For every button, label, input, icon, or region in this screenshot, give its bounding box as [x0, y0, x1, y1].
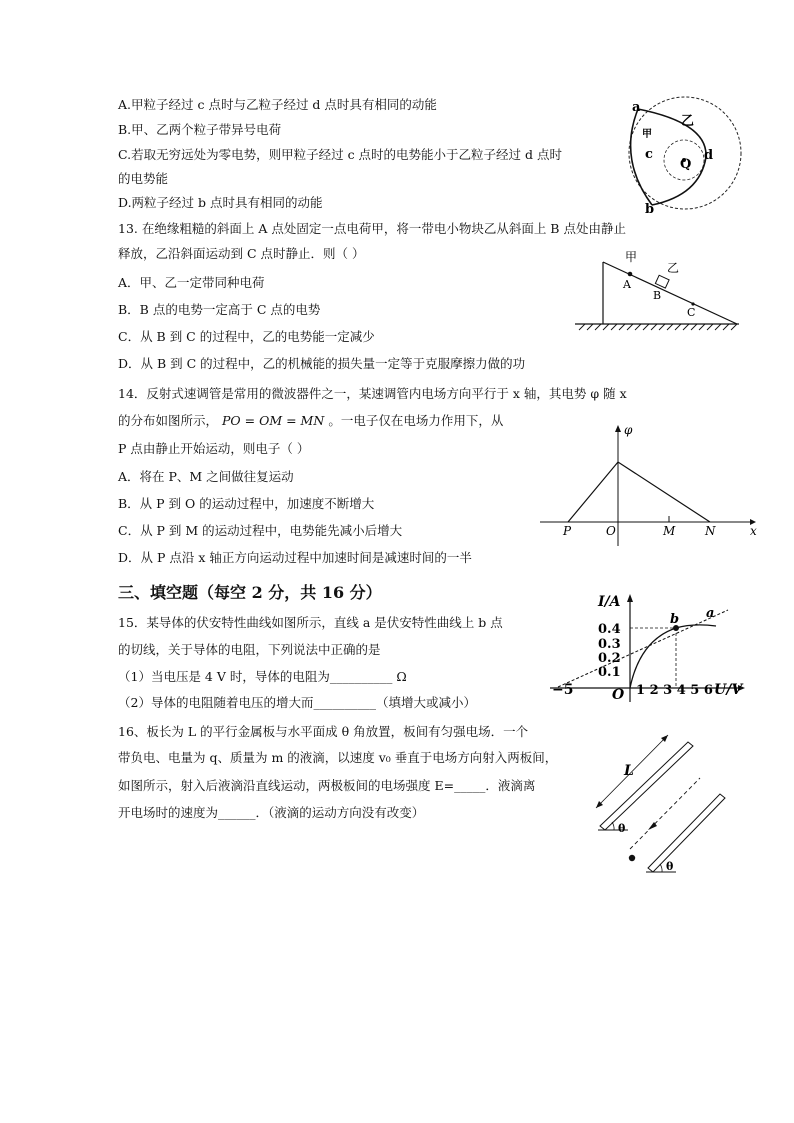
q16-angle-theta-top: θ	[618, 822, 626, 835]
q15-ytick-0-2: 0.2	[598, 651, 621, 666]
q13-option-d: D．从 B 到 C 的过程中，乙的机械能的损失量一定等于克服摩擦力做的功	[118, 356, 526, 371]
q14-point-n: N	[705, 524, 716, 538]
q16-line3: 如图所示，射入后液滴沿直线运动，两极板间的电场强度 E=_____．液滴离	[118, 778, 536, 793]
q12-point-b: b	[645, 202, 655, 217]
q14-stem-line1: 14．反射式速调管是常用的微波器件之一，某速调管内电场方向平行于 x 轴，其电势 φ 随 x	[118, 386, 627, 401]
q13-incline-figure	[573, 248, 743, 333]
q14-option-d: D．从 P 点沿 x 轴正方向运动过程中加速时间是减速时间的一半	[118, 550, 472, 565]
q12-option-b: B.甲、乙两个粒子带异号电荷	[118, 122, 282, 137]
q14-stem-line2-end: 。一电子仅在电场力作用下，从	[328, 413, 504, 428]
q15-iu-graph	[548, 590, 748, 705]
q14-axis-phi: φ	[624, 423, 633, 437]
q14-point-p: P	[563, 524, 572, 538]
q12-option-c-line1: C.若取无穷远处为零电势，则甲粒子经过 c 点时的电势能小于乙粒子经过 d 点时	[118, 147, 562, 162]
q12-trajectory-figure	[618, 95, 748, 220]
q15-origin: O	[612, 687, 625, 703]
q12-option-c-line2: 的电势能	[118, 171, 169, 186]
section-3-heading: 三、填空题（每空 2 分，共 16 分）	[118, 583, 382, 602]
q16-line4: 开电场时的速度为______．（液滴的运动方向没有改变）	[118, 805, 425, 820]
q14-option-b: B．从 P 到 O 的运动过程中，加速度不断增大	[118, 496, 375, 511]
q13-label-yi: 乙	[667, 261, 680, 275]
q13-point-b: B	[653, 289, 662, 302]
q15-ytick-0-1: 0.1	[598, 665, 621, 680]
q13-option-a: A．甲、乙一定带同种电荷	[118, 275, 265, 290]
q16-plates-figure	[590, 720, 750, 880]
q15-line-a: a	[706, 606, 715, 621]
q12-label-yi: 乙	[681, 114, 695, 129]
q12-point-d: d	[704, 148, 714, 163]
q16-length-l: L	[624, 763, 634, 779]
q13-option-b: B．B 点的电势一定高于 C 点的电势	[118, 302, 321, 317]
q14-stem-line2	[118, 412, 503, 430]
q13-option-c: C．从 B 到 C 的过程中，乙的电势能一定减少	[118, 329, 375, 344]
q15-stem-line2: 的切线，关于导体的电阻，下列说法中正确的是	[118, 642, 381, 657]
q12-option-d: D.两粒子经过 b 点时具有相同的动能	[118, 195, 323, 210]
q15-part2: （2）导体的电阻随着电压的增大而__________（填增大或减小）	[118, 695, 476, 710]
q15-xticks: 1 2 3 4 5 6	[636, 683, 713, 698]
q14-option-c: C．从 P 到 M 的运动过程中，电势能先减小后增大	[118, 523, 403, 538]
q14-equation: PO = OM = MN	[222, 413, 325, 428]
q15-part1: （1）当电压是 4 V 时，导体的电阻为__________ Ω	[118, 669, 407, 684]
q14-option-a: A．将在 P、M 之间做往复运动	[118, 469, 294, 484]
q15-ytick-0-3: 0.3	[598, 637, 621, 652]
q14-potential-graph	[538, 420, 763, 550]
q12-option-a: A.甲粒子经过 c 点时与乙粒子经过 d 点时具有相同的动能	[118, 97, 437, 112]
q16-line1: 16、板长为 L 的平行金属板与水平面成 θ 角放置，板间有匀强电场．一个	[118, 724, 529, 739]
q15-axis-ylabel: I/A	[598, 594, 621, 610]
q14-stem-line3: P 点由静止开始运动，则电子（ ）	[118, 441, 310, 456]
q13-point-c: C	[687, 306, 696, 319]
q16-line2: 带负电、电量为 q、质量为 m 的液滴，以速度 v₀ 垂直于电场方向射入两板间，	[118, 750, 558, 765]
q13-stem-line1: 13. 在绝缘粗糙的斜面上 A 点处固定一点电荷甲，将一带电小物块乙从斜面上 B 点处由静止	[118, 221, 626, 236]
q14-stem-line2-start: 的分布如图所示，	[118, 413, 219, 428]
q15-stem-line1: 15．某导体的伏安特性曲线如图所示，直线 a 是伏安特性曲线上 b 点	[118, 615, 503, 630]
q14-axis-x: x	[750, 524, 757, 538]
q16-angle-theta-bottom: θ	[666, 860, 674, 873]
q15-axis-xlabel: U/V	[714, 682, 743, 698]
q14-origin-o: O	[606, 524, 616, 538]
q12-label-jia: 甲	[642, 129, 652, 140]
q12-charge-q: Q	[680, 157, 692, 172]
q13-stem-line2: 释放，乙沿斜面运动到 C 点时静止．则（ ）	[118, 246, 365, 261]
q13-point-a: A	[623, 278, 631, 291]
q12-point-a: a	[632, 100, 641, 115]
q15-xtick-neg5: −5	[552, 682, 574, 698]
q15-point-b: b	[670, 612, 680, 627]
q13-label-jia: 甲	[625, 250, 638, 264]
q12-point-c: c	[645, 147, 653, 162]
q14-point-m: M	[663, 524, 676, 538]
q15-ytick-0-4: 0.4	[598, 622, 621, 637]
